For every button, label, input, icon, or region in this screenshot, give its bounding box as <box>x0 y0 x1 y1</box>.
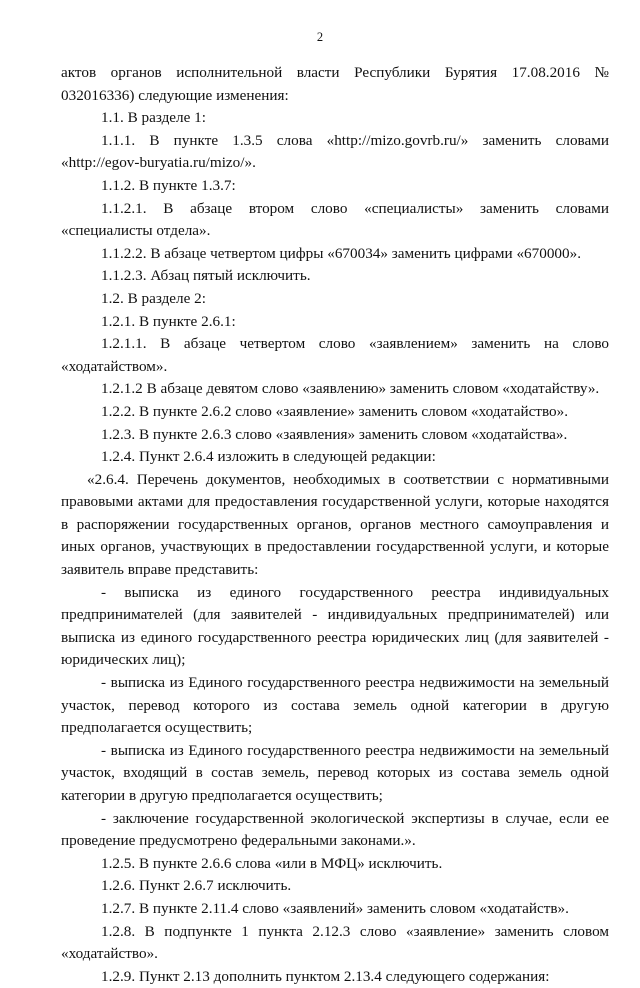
text-line: 1.2.1. В пункте 2.6.1: <box>101 312 236 330</box>
text-line: выписка из единого государственного реестра юридических лиц (для заявителей - <box>61 628 609 646</box>
text-line: категории в другую предполагается осуществить; <box>61 787 383 804</box>
text-line: 1.1.2.2. В абзаце четвертом цифры «670034» заменить цифрами «670000». <box>101 244 581 262</box>
text-line: - выписка из Единого государственного реестра недвижимости на земельный <box>101 674 609 692</box>
text-line: предполагается осуществить; <box>61 719 253 737</box>
text-line: 1.2.9. Пункт 2.13 дополнить пунктом 2.13.4 следующего содержания: <box>101 967 550 985</box>
text-line: 1.2.4. Пункт 2.6.4 изложить в следующей редакции: <box>101 448 436 466</box>
text-line: заявитель вправе представить: <box>61 561 259 579</box>
text-line: 1.2.1.1. В абзаце четвертом слово «заявлением» заменить на слово <box>101 335 609 353</box>
text-line: участок, перевод которого из состава земель одной категории в другую <box>61 696 609 714</box>
text-line: 1.1.2. В пункте 1.3.7: <box>101 176 236 194</box>
text-line: иных органов, участвующих в предоставлении государственной услуги, и которые <box>61 538 609 556</box>
text-line: правовыми актами для предоставления государственной услуги, которые находятся <box>61 493 609 511</box>
text-line: 1.2.5. В пункте 2.6.6 слова «или в МФЦ» исключить. <box>101 854 443 872</box>
text-line: участок, входящий в состав земель, перевод которых из состава земель одной <box>61 764 609 782</box>
document-body <box>61 62 609 988</box>
text-line: «http://egov-buryatia.ru/mizo/». <box>61 154 256 172</box>
text-line: «ходатайством». <box>61 357 168 375</box>
text-line: в распоряжении государственных органов, органов местного самоуправления и <box>61 515 609 533</box>
text-line: предпринимателей (для заявителей - индивидуальных предпринимателей) или <box>61 606 609 624</box>
text-line: «специалисты отдела». <box>61 222 211 240</box>
text-line: 1.1.1. В пункте 1.3.5 слова «http://mizo.govrb.ru/» заменить словами <box>101 131 609 149</box>
text-line: 1.2.8. В подпункте 1 пункта 2.12.3 слово «заявление» заменить словом <box>101 922 609 940</box>
page-number: 2 <box>316 30 324 44</box>
text-line: юридических лиц); <box>61 651 186 669</box>
text-line: 1.2.7. В пункте 2.11.4 слово «заявлений» заменить словом «ходатайств». <box>101 899 569 917</box>
text-line: проведение предусмотрено федеральными законами.». <box>61 832 416 850</box>
text-line: 1.2.3. В пункте 2.6.3 слово «заявления» заменить словом «ходатайства». <box>101 425 568 443</box>
text-line: 1.1.2.3. Абзац пятый исключить. <box>101 267 311 285</box>
text-line: 1.2.1.2 В абзаце девятом слово «заявлению» заменить словом «ходатайству». <box>101 380 600 398</box>
text-line: - выписка из единого государственного реестра индивидуальных <box>101 583 609 601</box>
text-line: 1.1.2.1. В абзаце втором слово «специалисты» заменить словами <box>101 199 609 217</box>
text-line: 1.2.6. Пункт 2.6.7 исключить. <box>101 877 292 895</box>
text-line: 032016336) следующие изменения: <box>61 86 289 104</box>
text-line: - выписка из Единого государственного реестра недвижимости на земельный <box>101 741 609 759</box>
text-line: актов органов исполнительной власти Республики Бурятия 17.08.2016 № <box>61 64 609 81</box>
text-line: «2.6.4. Перечень документов, необходимых в соответствии с нормативными <box>87 470 609 488</box>
text-line: - заключение государственной экологической экспертизы в случае, если ее <box>101 809 609 827</box>
text-line: 1.2. В разделе 2: <box>101 289 206 307</box>
text-line: 1.1. В разделе 1: <box>101 109 206 127</box>
text-line: 1.2.2. В пункте 2.6.2 слово «заявление» заменить словом «ходатайство». <box>101 402 568 420</box>
text-line: «ходатайство». <box>61 945 158 963</box>
